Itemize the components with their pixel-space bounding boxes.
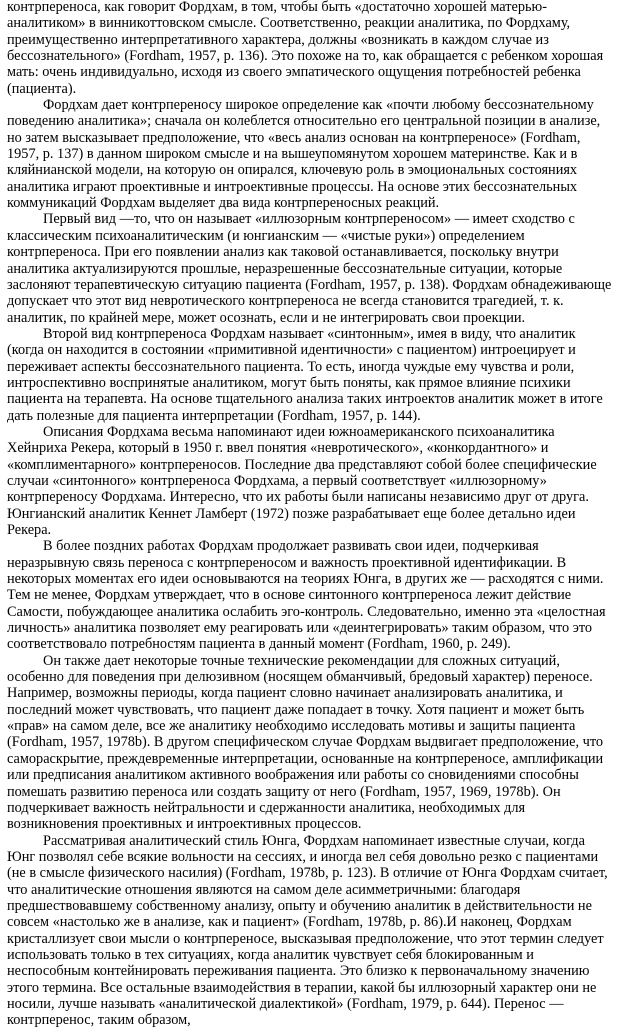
paragraph-6: В более поздних работах Фордхам продолжает развивать свои идеи, подчеркивая неразрывную связь переноса с контрпереносом и важность проективной идентификации. В некоторых моментах его идеи основываются на теориях Юнга, в других же — расходятся с ними. Тем не менее, Фордхам утверждает, что в основе синтонного контрпереноса лежит действие Самости, побуждающее аналитика ослабить эго-контроль. Следовательно, именно эта «целостная личность» аналитика позволяет ему реагировать или «деинтегрировать» таким образом, что это соответствовало потребностям пациента в данный момент (Fordham, 1960, p. 249). [7,538,606,653]
paragraph-7: Он также дает некоторые точные технические рекомендации для сложных ситуаций, особенно для поведения при делюзивном (носящем обманчивый, бредовый характер) переносе. Например, возможны периоды, когда пациент словно начинает анализировать аналитика, и последний может чувствовать, что пациент даже попадает в точку. Хотя пациент и может быть «прав» на самом деле, все же аналитику необходимо исследовать мотивы и защиты пациента (Fordham, 1957, 1978b). В другом специфическом случае Фордхам выдвигает предположение, что самораскрытие, преждевременные интерпретации, основанные на контрпереносе, амплификации или предписания аналитиком активного воображения или работы со сновидениями способны помешать развитию переноса или создать защиту от него (Fordham, 1957, 1969, 1978b). Он подчеркивает важность нейтральности и сдержанности аналитика, необходимых для возникновения проективных и интроективных процессов. [7,652,604,833]
paragraph-5: Описания Фордхама весьма напоминают идеи южноамериканского психоаналитика Хейнриха Рекера, который в 1950 г. ввел понятия «невротического», «конкордантного» и «комплиментарного» контрпереносов. Последние два представляют собой более специфические случаи «синтонного» контрпереноса Фордхама, а первый соответствует «иллюзорному» контрпереносу Фордхама. Интересно, что их работы были написаны независимо друг от друга. Юнгианский аналитик Кеннет Ламберт (1972) позже разрабатывает еще более детально идеи Рекера. [7,423,597,538]
paragraph-3: Первый вид —то, что он называет «иллюзорным контрпереносом» — имеет сходство с классическим психоаналитическим (и юнгианским — «чистые руки») определением контрпереноса. При его появлении анализ как таковой останавливается, поскольку внутри аналитика актуализируются прошлые, неразрешенные бессознательные ситуации, которые заслоняют терапевтическую ситуацию пациента (Fordham, 1957, p. 138). Фордхам обнадеживающе допускает что этот вид невротического контрпереноса не всегда становится трагедией, т. к. аналитик, по крайней мере, может осознать, если и не интегрировать свои проекции. [7,211,612,326]
paragraph-2: Фордхам дает контрпереносу широкое определение как «почти любому бессознательному поведению аналитика»; сначала он колеблется относительно его центральной позиции в анализе, но затем высказывает предположение, что «весь анализ основан на контрпереносе» (Fordham, 1957, p. 137) в данном широком смысле и на вышеупомянутом хорошем материнстве. Как и в кляйнианской модели, на которую он опирался, ключевую роль в эмоциональных состояниях аналитика играют проективные и интроективные процессы. На основе этих бессознательных коммуникаций Фордхам выделяет два вида контрпереносных реакций. [7,97,601,212]
paragraph-1: контрпереноса, как говорит Фордхам, в том, чтобы быть «достаточно хорошей матерью-аналитиком» в винникоттовском смысле. Соответственно, реакции аналитика, по Фордхаму, преимущественно интерпретативного характера, должны «возникать в каждом случае из бессознательного» (Fordham, 1957, p. 136). Это похоже на то, как обращается с ребенком хорошая мать: очень индивидуально, исходя из своего эмпатического ощущения потребностей ребенка (пациента). [7,0,604,97]
paragraph-4: Второй вид контрпереноса Фордхам называет «синтонным», имея в виду, что аналитик (когда он находится в состоянии «примитивной идентичности» с пациентом) интроецирует и переживает аспекты бессознательного пациента. То есть, иногда чуждые ему чувства и роли, интроспективно воспринятые аналитиком, могут быть поняты, как прямое влияние психики пациента на терапевта. На основе тщательного анализа таких интроектов аналитик может в итоге дать полезные для пациента интерпретации (Fordham, 1957, p. 144). [7,325,603,424]
paragraph-8: Рассматривая аналитический стиль Юнга, Фордхам напоминает известные случаи, когда Юнг позволял себе всякие вольности на сессиях, и иногда вел себя довольно резко с пациентами (не в смысле физического насилия) (Fordham, 1978b, p. 123). В отличие от Юнга Фордхам считает, что аналитические отношения являются на самом деле асимметричными: благодаря предшествовавшему собственному анализу, опыту и обучению аналитик в действительности не совсем «настолько же в анализе, как и пациент» (Fordham, 1978b, p. 86).И наконец, Фордхам кристаллизует свои мысли о контрпереносе, высказывая предположение, что этот термин следует использовать только в тех ситуациях, когда аналитик чувствует себя блокированным и неспособным контейнировать переживания пациента. Это близко к первоначальному значению этого термина. Все остальные взаимодействия в терапии, какой бы иллюзорный характер они не носили, лучше называть «аналитической диалектикой» (Fordham, 1979, p. 644). Перенос — контрперенос, таким образом, [7,832,608,1029]
